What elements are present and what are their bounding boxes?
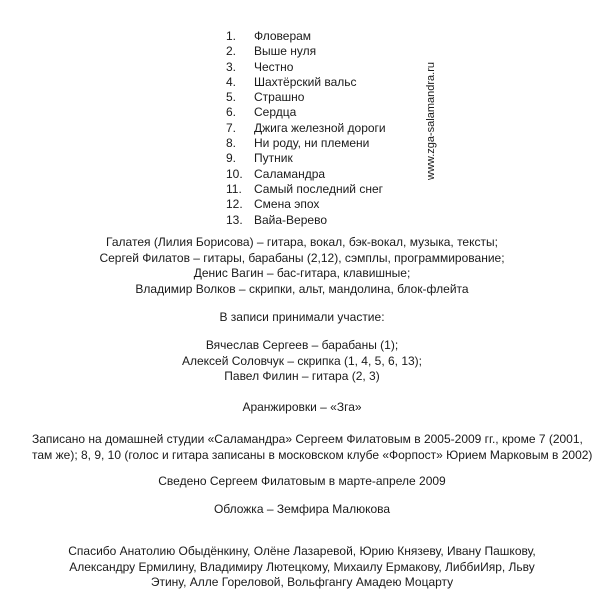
track-title: Сердца [254, 105, 297, 120]
track-item [226, 75, 386, 90]
track-title: Ни роду, ни племени [254, 136, 370, 151]
track-number: 5. [226, 90, 237, 105]
recording-line: Записано на домашней студии «Саламандра» Сергеем Филатовым в 2005-2009 гг., кроме 7 (2001, [32, 432, 583, 446]
track-number: 4. [226, 74, 237, 89]
track-item [226, 44, 386, 59]
track-item [226, 121, 386, 136]
guest-line: Вячеслав Сергеев – барабаны (1); [205, 338, 399, 352]
track-title: Выше нуля [254, 44, 317, 59]
track-number: 6. [226, 105, 237, 120]
cover-credit: Обложка – Земфира Малюкова [213, 502, 391, 516]
guest-line: Павел Филин – гитара (2, 3) [224, 369, 380, 383]
track-item [226, 60, 386, 75]
track-number: 3. [226, 59, 237, 74]
thanks [0, 544, 604, 591]
member-line: Сергей Филатов – гитары, барабаны (2,12), сэмплы, программирование; [99, 250, 505, 265]
track-number: 13. [226, 212, 243, 227]
tracklist [226, 29, 386, 228]
track-number: 10. [226, 166, 243, 181]
track-item [226, 182, 386, 197]
guest-musicians [0, 338, 604, 385]
track-item [226, 105, 386, 120]
thanks-line: Этину, Алле Гореловой, Вольфгангу Амадею Моцарту [150, 575, 454, 589]
track-title: Честно [254, 59, 294, 74]
website-url: www.zga-salamandra.ru [425, 62, 437, 180]
track-title: Фловерам [254, 29, 312, 43]
track-item [226, 90, 386, 105]
track-item [226, 151, 386, 166]
recording-credit [32, 432, 593, 463]
thanks-line: Александру Ермилину, Владимиру Лютецкому, Михаилу Ермакову, ЛиббиИяр, Льву [69, 559, 535, 574]
track-number: 9. [226, 151, 237, 166]
track-item [226, 167, 386, 182]
arrangements-credit: Аранжировки – «Зга» [242, 400, 362, 414]
track-title: Путник [254, 151, 293, 166]
member-line: Галатея (Лилия Борисова) – гитара, вокал, бэк-вокал, музыка, тексты; [106, 235, 498, 249]
track-title: Вайа-Верево [254, 212, 327, 227]
guests-heading: В записи принимали участие: [219, 310, 385, 324]
track-item [226, 136, 386, 151]
track-item [226, 197, 386, 212]
track-item [226, 29, 386, 44]
mixing-credit: Сведено Сергеем Филатовым в марте-апреле 2009 [158, 474, 446, 488]
track-number: 8. [226, 136, 237, 151]
thanks-line: Спасибо Анатолию Обыдёнкину, Олёне Лазаревой, Юрию Князеву, Ивану Пашкову, [68, 544, 536, 558]
track-title: Шахтёрский вальс [254, 74, 357, 89]
track-number: 1. [226, 29, 237, 43]
track-title: Джига железной дороги [254, 120, 386, 135]
track-item [226, 213, 386, 228]
track-number: 12. [226, 197, 243, 212]
track-title: Саламандра [254, 166, 326, 181]
guest-line: Алексей Соловчук – скрипка (1, 4, 5, 6, 13); [181, 353, 423, 368]
track-number: 7. [226, 120, 237, 135]
track-number: 2. [226, 44, 237, 59]
recording-line: там же); 8, 9, 10 (голос и гитара записаны в московском клубе «Форпост» Юрием Марковым в 2002) [32, 447, 593, 462]
member-line: Владимир Волков – скрипки, альт, мандолина, блок-флейта [135, 281, 469, 296]
track-title: Смена эпох [254, 197, 320, 212]
track-title: Страшно [254, 90, 305, 105]
member-line: Денис Вагин – бас-гитара, клавишные; [193, 266, 411, 280]
track-number: 11. [226, 181, 242, 196]
band-members [0, 235, 604, 297]
track-title: Самый последний снег [254, 181, 384, 196]
